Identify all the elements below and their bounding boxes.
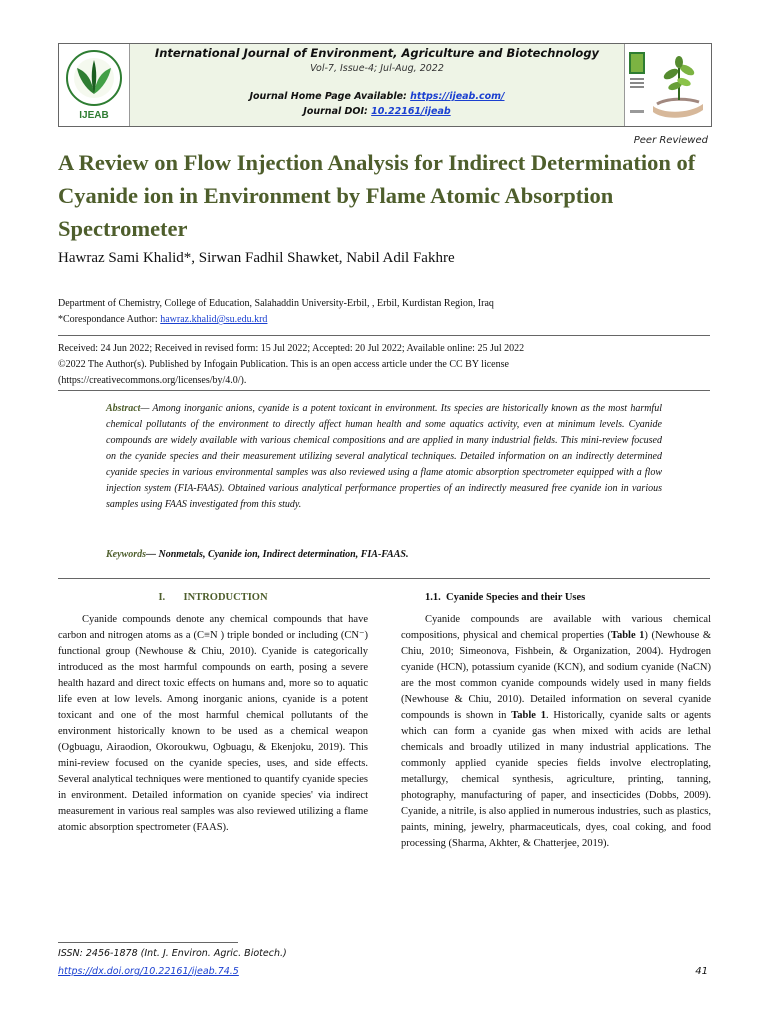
subsection-paragraph: Cyanide compounds are available with various chemical compositions, physical and chemical properties (Table 1) (Newhouse & Chiu, 2010; Simeonova, Fishbein, & Organization, 2004). Hydrogen cyanide (HCN), potassium cyanide (KCN), and sodium cyanide (NaCN) are the most common cyanide compounds widely used in many fields (Newhouse & Chiu, 2010). Detailed information on several cyanide compounds is shown in Table 1. Historically, cyanide salts or agents which can form a cyanide gas when mixed with acids are lethal chemicals and broadly utilized in many industrial applications. The commonly applied cyanide species fields involve electroplating, metallurgy, chemical synthesis, agriculture, printing, tanning, photography, manufacturing of paper, and insecticides (Dobbs, 2009). Cyanide, a nitrile, is also applied in numerous industries, such as plastics, paints, mining, jewelry, pharmaceuticals, dyes, coal coking, and food processing (Sharma, Akhter, & Chatterjee, 2019). xyxy=(401,614,712,849)
abstract-label: Abstract xyxy=(106,403,141,414)
table-reference: Table 1 xyxy=(511,710,546,721)
divider xyxy=(58,578,710,579)
authors: Hawraz Sami Khalid*, Sirwan Fadhil Shawket, Nabil Adil Fakhre xyxy=(58,250,455,266)
abstract-text: — Among inorganic anions, cyanide is a potent toxicant in environment. Its species are historically known as the most harmful chemical pollutants of the environment to directly affect human health and some aquatics activity, even at minimum levels. Cyanide compounds are widely available with various chemical compositions and are applied in many industrial fields. This mini-review focused on the cyanide species and their measurement utilizing several analytical techniques. Detailed information on an indirectly determined cyanide species in various environmental samples was also reviewed using a flame atomic absorption spectrometer equipped with a flow injection system (FIA-FAAS). Obtained various analytical performance properties of an indirectly measured free cyanide ion in various samples using FAAS investigated from this study. xyxy=(106,403,662,510)
keywords xyxy=(106,549,662,560)
svg-text:IJEAB: IJEAB xyxy=(79,110,109,121)
journal-volume: Vol-7, Issue-4; Jul-Aug, 2022 xyxy=(310,63,444,74)
copyright: ©2022 The Author(s). Published by Infogain Publication. This is an open access article under the CC BY license xyxy=(58,359,509,370)
peer-reviewed-label: Peer Reviewed xyxy=(633,135,708,146)
footer-divider xyxy=(58,942,238,943)
journal-doi: Journal DOI: 10.22161/ijeab xyxy=(303,106,451,117)
section-paragraph: Cyanide compounds denote any chemical compounds that have carbon and nitrogen atoms as a (C≡N ) triple bonded or including (CN⁻) functional group (Newhouse & Chiu, 2010). Cyanide is categorically introduced as the most harmful compounds on earth, posing a severe health hazard and direct toxic effects on humans and, more so to aquatic life even at low levels. Among inorganic anions, cyanide is a potent toxicant and one of the most harmful chemical pollutants of the environment historically known to be used as a chemical weapon (Ogbuagu, Airaodion, Okoroukwu, Ogbuagu, & Ekenjoku, 2019). This mini-review focused on the cyanide species, uses, and side effects. Several analytical techniques were mentioned to quantify cyanide species in environment. Detailed information on cyanide species' via indirect measurement in various real samples was also reviewed utilizing a flame atomic absorption spectrometer (FAAS). xyxy=(58,614,368,833)
dates: Received: 24 Jun 2022; Received in revised form: 15 Jul 2022; Accepted: 20 Jul 2022; Available online: 25 Jul 2022 xyxy=(58,343,525,354)
header-text-panel xyxy=(129,44,625,126)
footer-doi-link[interactable]: https://dx.doi.org/10.22161/ijeab.74.5 xyxy=(58,966,239,977)
correspondence-email-link[interactable]: hawraz.khalid@su.edu.krd xyxy=(160,314,268,325)
keywords-label: Keywords xyxy=(106,549,146,560)
ijeab-logo xyxy=(63,48,125,122)
section-heading: I. INTRODUCTION xyxy=(158,592,268,603)
journal-home: Journal Home Page Available: https://ijeab.com/ xyxy=(249,91,505,102)
correspondence: *Corespondance Author: hawraz.khalid@su.edu.krd xyxy=(58,314,268,325)
journal-doi-link[interactable]: 10.22161/ijeab xyxy=(371,106,451,117)
journal-home-link[interactable]: https://ijeab.com/ xyxy=(410,91,505,102)
divider xyxy=(58,390,710,391)
journal-title: International Journal of Environment, Agriculture and Biotechnology xyxy=(154,46,600,60)
license-link[interactable]: (https://creativecommons.org/licenses/by/4.0/). xyxy=(58,375,247,386)
subsection-heading: 1.1. Cyanide Species and their Uses xyxy=(425,592,586,603)
journal-header xyxy=(58,43,712,127)
plant-in-hands-image xyxy=(627,48,707,122)
footer-issn: ISSN: 2456-1878 (Int. J. Environ. Agric. Biotech.) xyxy=(58,948,287,959)
affiliation-block xyxy=(58,296,708,328)
paper-title: A Review on Flow Injection Analysis for Indirect Determination of Cyanide ion in Environment by Flame Atomic Absorption Spectrometer xyxy=(58,150,696,241)
keywords-text: — Nonmetals, Cyanide ion, Indirect determination, FIA-FAAS. xyxy=(146,549,409,560)
column-left xyxy=(58,590,368,836)
abstract xyxy=(106,401,662,513)
dates-block xyxy=(58,341,708,389)
page-number: 41 xyxy=(695,966,708,977)
table-reference: Table 1 xyxy=(610,630,645,641)
affiliation: Department of Chemistry, College of Education, Salahaddin University-Erbil, , Erbil, Kurdistan Region, Iraq xyxy=(58,298,494,309)
column-right xyxy=(401,590,711,852)
divider xyxy=(58,335,710,336)
